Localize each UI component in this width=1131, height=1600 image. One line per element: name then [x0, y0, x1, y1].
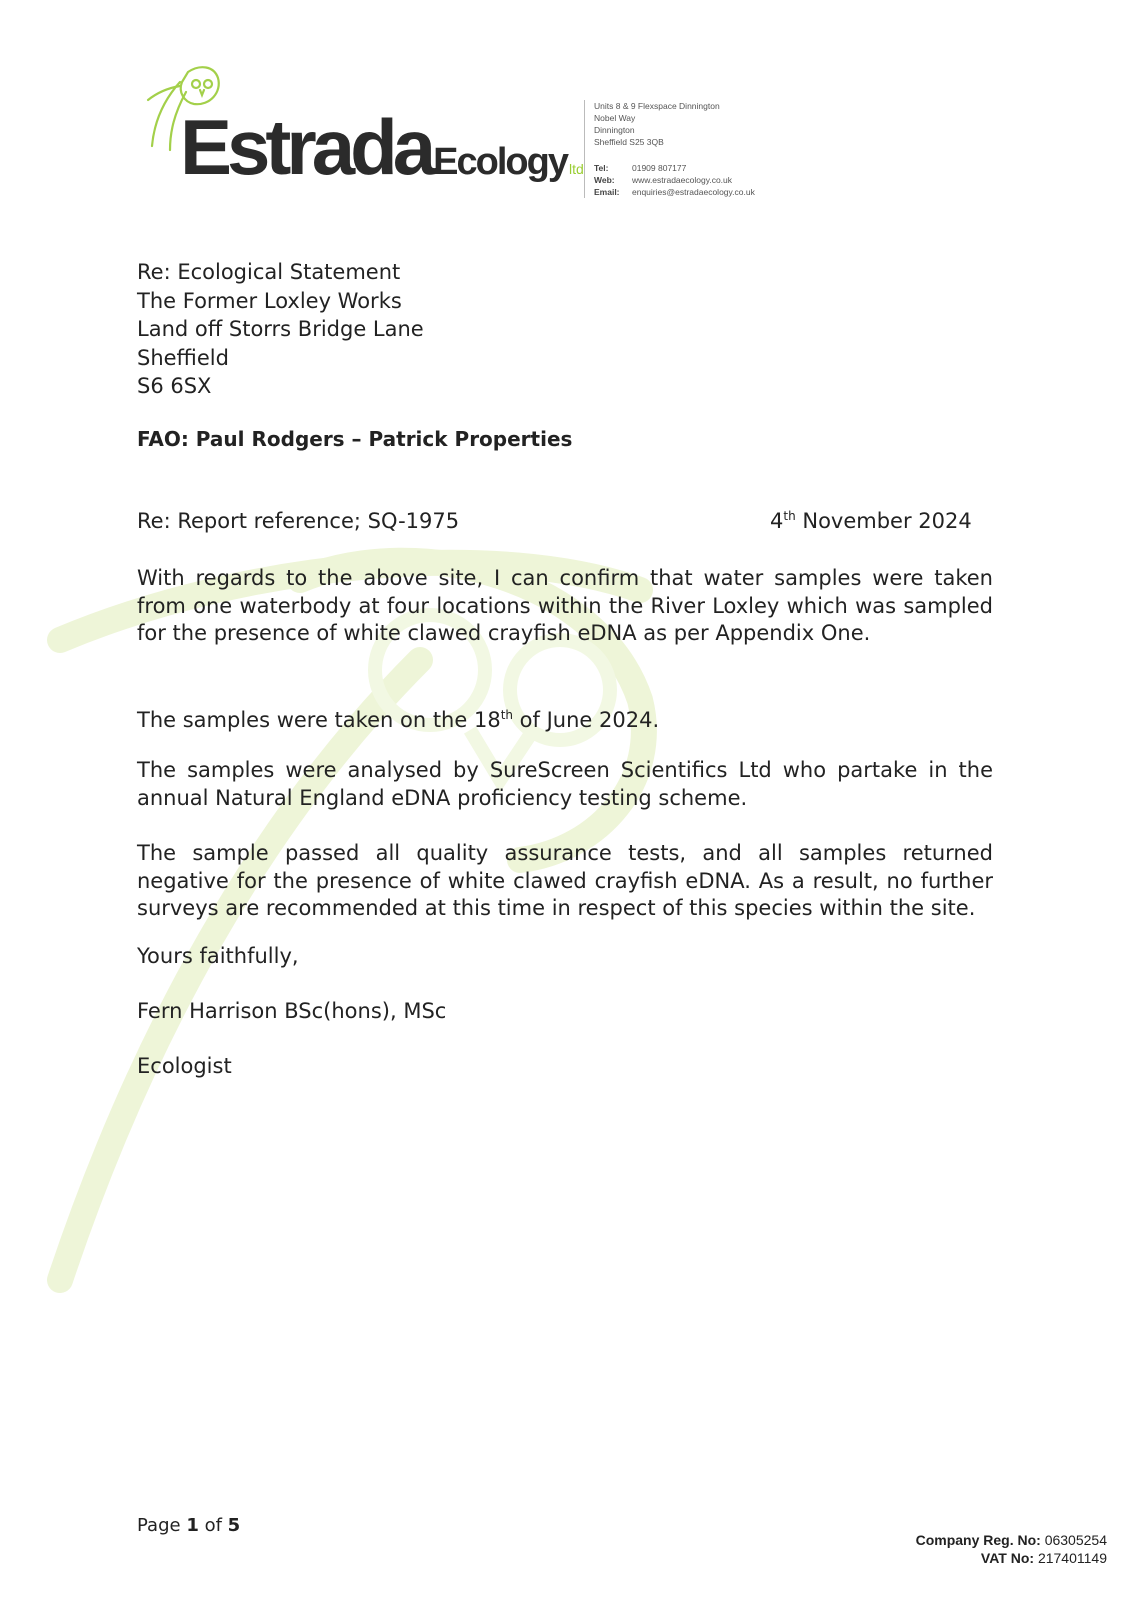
recipient-address [137, 258, 424, 401]
signatory-role: Ecologist [137, 1054, 232, 1078]
recipient-line: Sheffield [137, 345, 229, 370]
address-line: Dinnington [594, 125, 635, 135]
date-rest: November 2024 [795, 509, 972, 533]
logo-sub-text: Ecology [433, 141, 567, 183]
page-total: 5 [227, 1515, 241, 1536]
letter-date [770, 509, 972, 533]
logo-main-text: Estrada [180, 103, 432, 191]
company-contact [594, 162, 755, 198]
recipient-line: The Former Loxley Works [137, 288, 402, 313]
signatory-name: Fern Harrison BSc(hons), MSc [137, 999, 447, 1023]
body-paragraph-2 [137, 702, 993, 735]
page-word: Page [137, 1515, 181, 1536]
date-day: 4 [770, 509, 784, 533]
web-label: Web: [594, 175, 615, 185]
letterhead-divider [584, 100, 585, 198]
address-line: Nobel Way [594, 113, 636, 123]
body-paragraph-3: The samples were analysed by SureScreen Scientifics Ltd who partake in the annual Natural England eDNA proficiency testing scheme. [137, 758, 993, 810]
body-paragraph-1: With regards to the above site, I can confirm that water samples were taken from one waterbody at four locations within the River Loxley which was sampled for the presence of white clawed crayfish eDNA as per Appendix One. [137, 566, 993, 645]
company-address [594, 100, 720, 148]
company-reg-value: 06305254 [1044, 1532, 1107, 1548]
email-label: Email: [594, 187, 620, 197]
date-suffix: th [783, 509, 796, 523]
recipient-line: Land off Storrs Bridge Lane [137, 317, 424, 341]
address-line: Sheffield S25 3QB [594, 137, 664, 147]
body-paragraph-4: The sample passed all quality assurance tests, and all samples returned negative for the presence of white clawed crayfish eDNA. As a result, no further surveys are recommended at this time in respect of this species within the site. [137, 841, 993, 920]
page-of: of [204, 1515, 222, 1536]
fao-line: FAO: Paul Rodgers – Patrick Properties [137, 427, 573, 451]
email-link[interactable]: enquiries@estradaecology.co.uk [632, 187, 755, 197]
company-reg-label: Company Reg. No: [915, 1532, 1041, 1548]
web-link[interactable]: www.estradaecology.co.uk [632, 175, 733, 185]
p2-before: The samples were taken on the 18 [137, 708, 501, 732]
page-number [137, 1515, 240, 1536]
recipient-line: S6 6SX [137, 374, 212, 398]
p2-after: of June 2024. [513, 708, 660, 732]
vat-value: 217401149 [1037, 1550, 1107, 1566]
tel-label: Tel: [594, 163, 609, 173]
company-logo-wordmark [180, 102, 584, 193]
valediction: Yours faithfully, [137, 944, 299, 968]
p2-sup: th [500, 708, 513, 722]
tel-value: 01909 807177 [632, 163, 687, 173]
recipient-line: Re: Ecological Statement [137, 260, 401, 284]
address-line: Units 8 & 9 Flexspace Dinnington [594, 101, 720, 111]
logo-suffix-text: ltd [568, 161, 584, 177]
vat-label: VAT No: [980, 1550, 1035, 1566]
report-reference: Re: Report reference; SQ-1975 [137, 509, 460, 533]
company-registration [916, 1531, 1107, 1567]
page-current: 1 [186, 1515, 199, 1536]
